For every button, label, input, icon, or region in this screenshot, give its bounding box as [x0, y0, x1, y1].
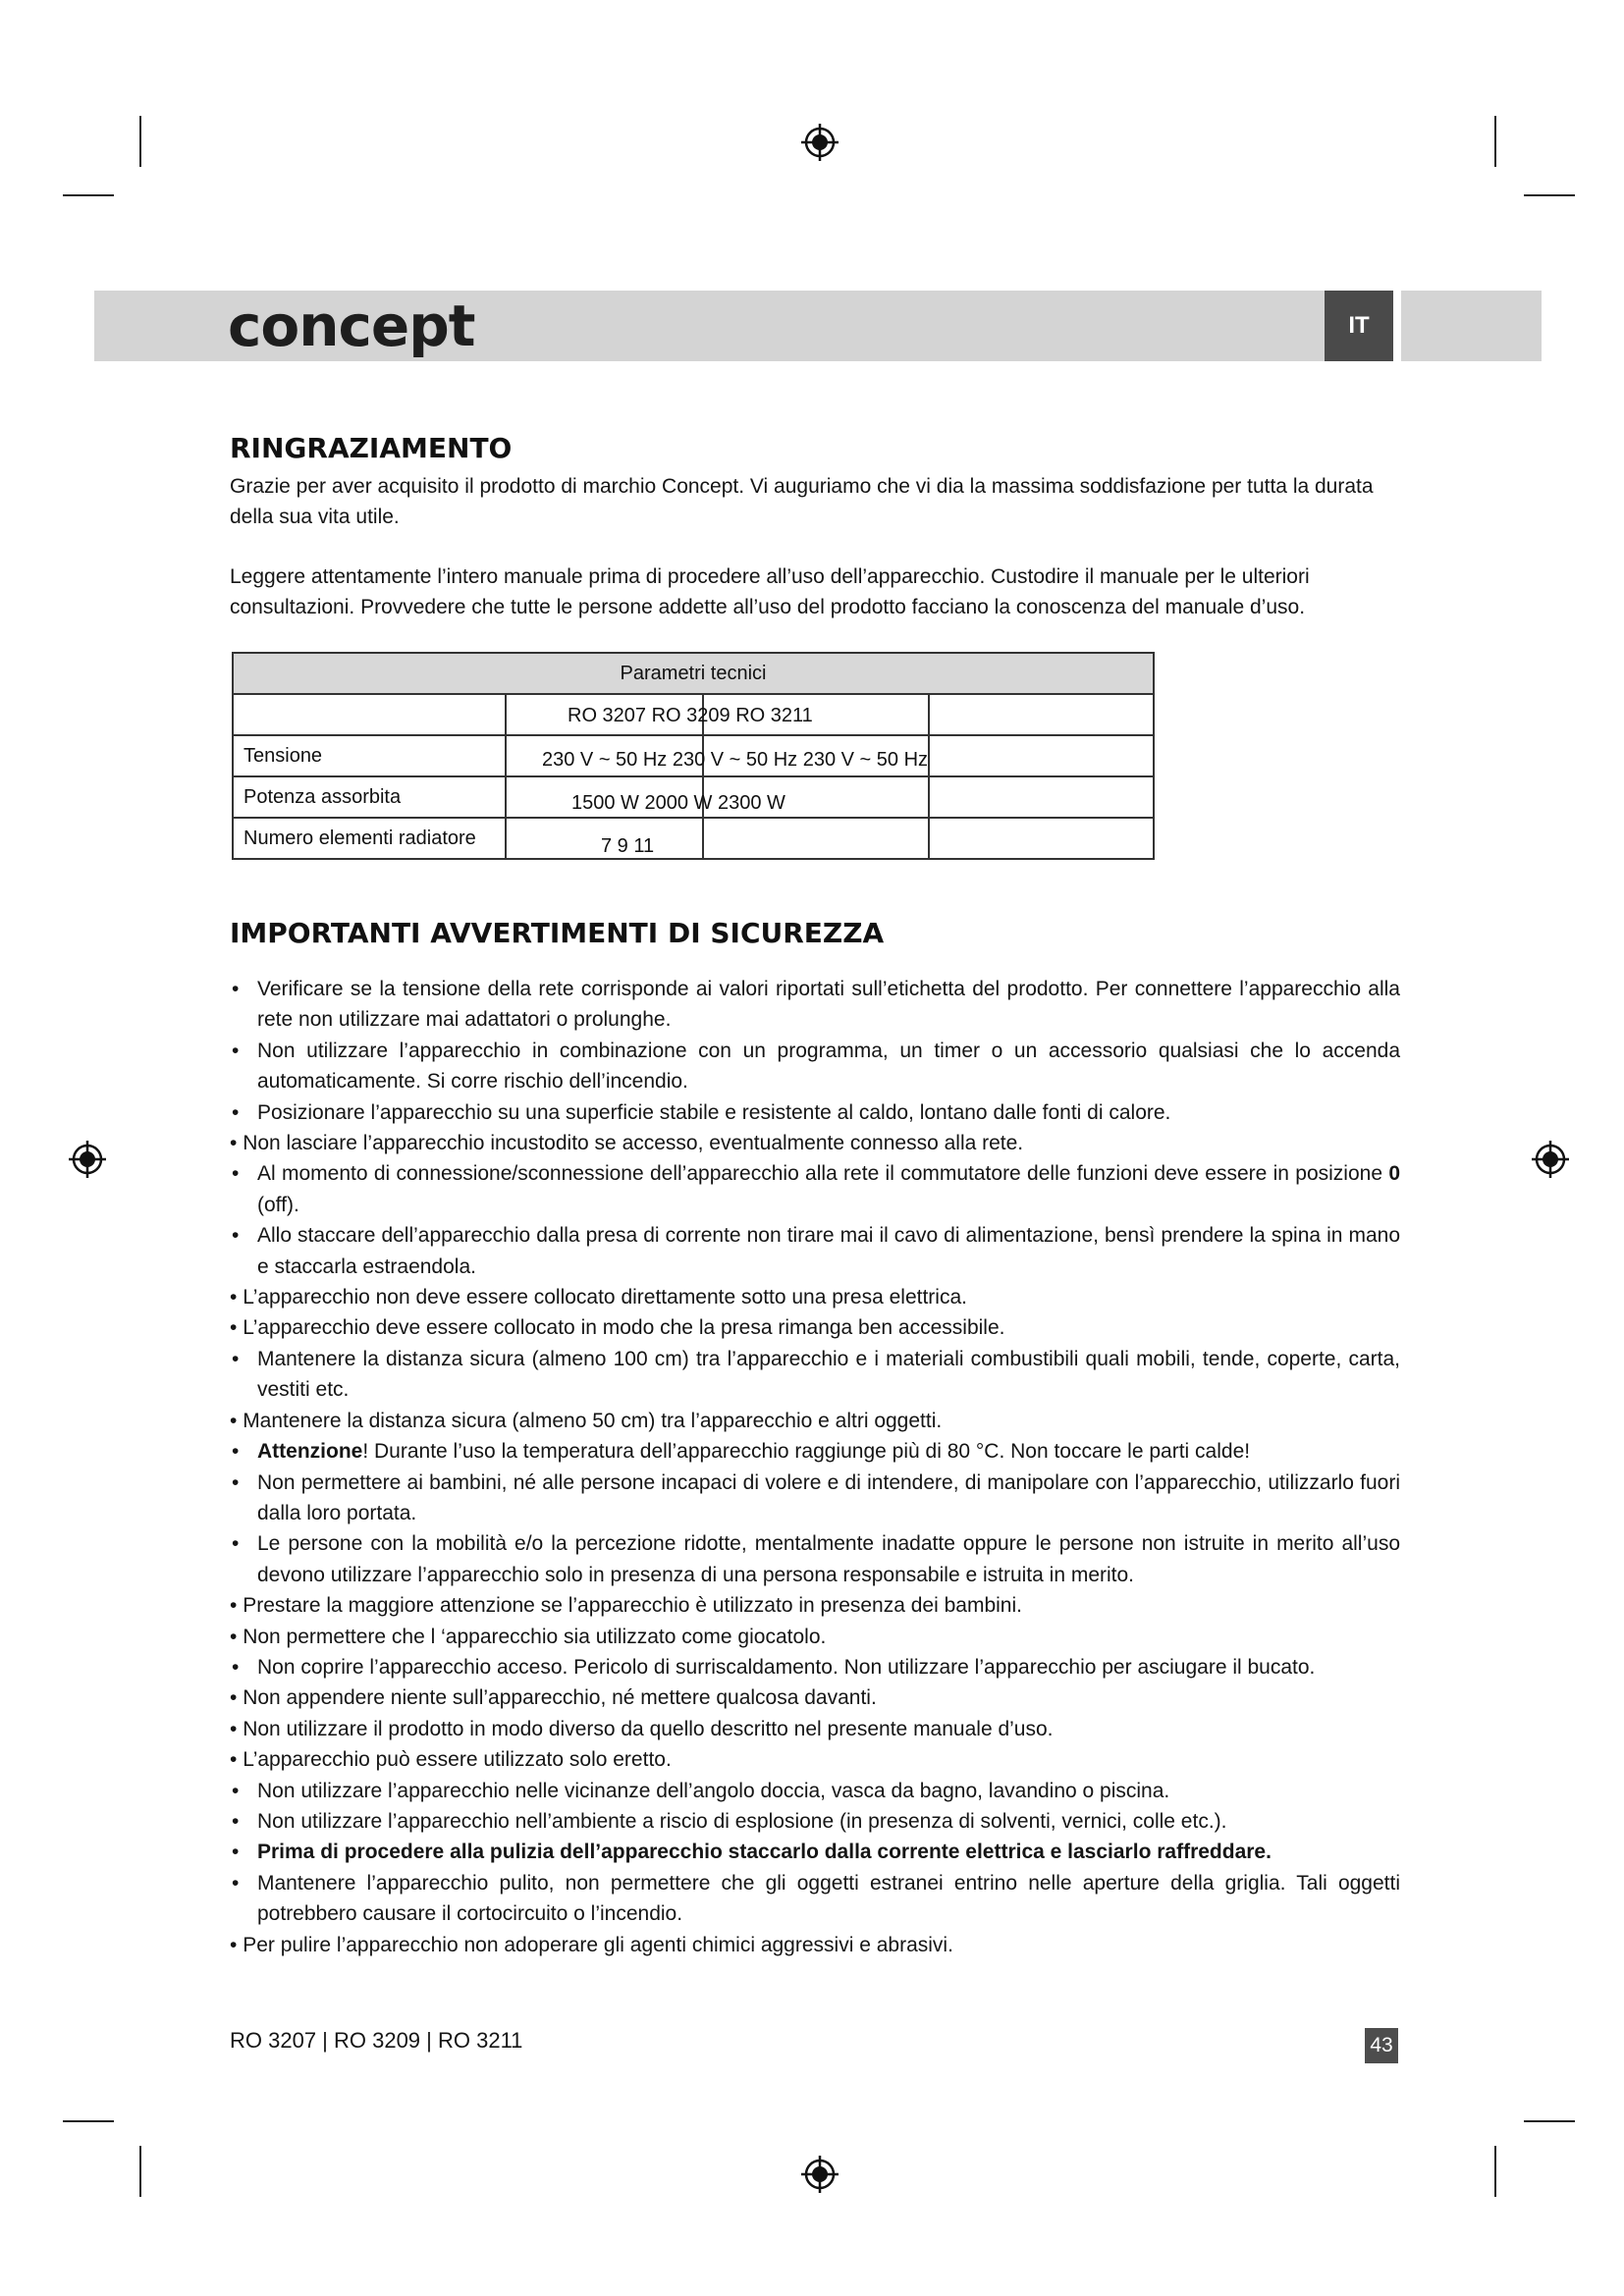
attention-label: Attenzione	[257, 1440, 363, 1464]
list-item: • Le persone con la mobilità e/o la percezione ridotte, mentalmente inadatte oppure le persone non istruite in merito all’uso devono utilizzare l’apparecchio solo in presenza di una persona responsabile e istruita in merito.	[230, 1528, 1400, 1590]
section-title-ringraziamento: RINGRAZIAMENTO	[230, 432, 513, 464]
list-item: • Prestare la maggiore attenzione se l’apparecchio è utilizzato in presenza dei bambini.	[230, 1590, 1400, 1621]
list-item: • L’apparecchio può essere utilizzato solo eretto.	[230, 1744, 1400, 1775]
intro-paragraph-1: Grazie per aver acquisito il prodotto di marchio Concept. Vi auguriamo che vi dia la massima soddisfazione per tutta la durata della sua vita utile.	[230, 475, 1374, 528]
position-zero: 0	[1388, 1162, 1400, 1186]
table-models: RO 3207 RO 3209 RO 3211	[568, 705, 813, 726]
crop-mark	[63, 2120, 114, 2122]
table-title: Parametri tecnici	[233, 653, 1154, 694]
table-header-row	[233, 653, 1154, 694]
list-item-text: Al momento di connessione/sconnessione dell’apparecchio alla rete il commutatore delle funzioni deve essere in posizione	[257, 1162, 1389, 1186]
section-title-sicurezza: IMPORTANTI AVVERTIMENTI DI SICUREZZA	[230, 917, 885, 949]
list-item-bold: Prima di procedere alla pulizia dell’apparecchio staccarlo dalla corrente elettrica e lasciarlo raffreddare.	[257, 1841, 1272, 1864]
page-number: 43	[1365, 2028, 1398, 2063]
list-item	[230, 1158, 1400, 1220]
list-item: • Non permettere che l ‘apparecchio sia utilizzato come giocatolo.	[230, 1622, 1400, 1652]
list-item: • Non permettere ai bambini, né alle persone incapaci di volere e di intendere, di manipolare con l’apparecchio, utilizzarlo fuori dalla loro portata.	[230, 1468, 1400, 1529]
crop-mark	[1494, 2146, 1496, 2197]
list-item: • Verificare se la tensione della rete corrisponde ai valori riportati sull’etichetta del prodotto. Per connettere l’apparecchio alla rete non utilizzare mai adattatori o prolunghe.	[230, 974, 1400, 1036]
list-item: • Allo staccare dell’apparecchio dalla presa di corrente non tirare mai il cavo di alimentazione, bensì prendere la spina in mano e staccarla estraendola.	[230, 1220, 1400, 1282]
list-item: • Non utilizzare l’apparecchio in combinazione con un programma, un timer o un accessorio qualsiasi che lo accenda automaticamente. Si corre rischio dell’incendio.	[230, 1036, 1400, 1097]
crop-mark	[1494, 116, 1496, 167]
list-item: • Mantenere l’apparecchio pulito, non permettere che gli oggetti estranei entrino nelle aperture della griglia. Tali oggetti potrebbero causare il cortocircuito o l’incendio.	[230, 1868, 1400, 1930]
safety-list	[230, 974, 1400, 1960]
intro-paragraph-2: Leggere attentamente l’intero manuale prima di procedere all’uso dell’apparecchio. Custodire il manuale per le ulteriori consultazioni. Provvedere che tutte le persone addette all’uso del prodotto facciano la conoscenza del manuale d’uso.	[230, 565, 1310, 618]
list-item: • Per pulire l’apparecchio non adoperare gli agenti chimici aggressivi e abrasivi.	[230, 1930, 1400, 1960]
crop-mark	[63, 194, 114, 196]
table-row-label: Tensione	[233, 735, 506, 776]
list-item: • Non coprire l’apparecchio acceso. Pericolo di surriscaldamento. Non utilizzare l’apparecchio per asciugare il bucato.	[230, 1652, 1400, 1682]
brand-logo: concept	[228, 293, 475, 359]
crop-mark	[1524, 2120, 1575, 2122]
list-item: • Mantenere la distanza sicura (almeno 100 cm) tra l’apparecchio e i materiali combustibili quali mobili, tende, coperte, carta, vestiti etc.	[230, 1344, 1400, 1406]
list-item	[230, 1837, 1400, 1867]
table-row	[233, 818, 1154, 859]
registration-mark-icon	[799, 122, 840, 163]
list-item: • Mantenere la distanza sicura (almeno 50 cm) tra l’apparecchio e altri oggetti.	[230, 1406, 1400, 1436]
list-item: • Non appendere niente sull’apparecchio, né mettere qualcosa davanti.	[230, 1682, 1400, 1713]
table-row-label: Numero elementi radiatore	[233, 818, 506, 859]
list-item: • Non lasciare l’apparecchio incustodito se accesso, eventualmente connesso alla rete.	[230, 1128, 1400, 1158]
registration-mark-icon	[1530, 1139, 1571, 1180]
list-item-text: (off).	[257, 1193, 299, 1216]
crop-mark	[139, 116, 141, 167]
table-row-label: Potenza assorbita	[233, 776, 506, 818]
table-value-tensione: 230 V ~ 50 Hz 230 V ~ 50 Hz 230 V ~ 50 Hz	[542, 749, 929, 771]
list-item: • Non utilizzare l’apparecchio nell’ambiente a riscio di esplosione (in presenza di solventi, vernici, colle etc.).	[230, 1806, 1400, 1837]
footer-models: RO 3207 | RO 3209 | RO 3211	[230, 2028, 523, 2053]
list-item: • L’apparecchio deve essere collocato in modo che la presa rimanga ben accessibile.	[230, 1312, 1400, 1343]
band-divider	[1393, 291, 1401, 361]
list-item-text: ! Durante l’uso la temperatura dell’apparecchio raggiunge più di 80 °C. Non toccare le parti calde!	[362, 1440, 1251, 1464]
crop-mark	[1524, 194, 1575, 196]
table-value-elementi: 7 9 11	[601, 835, 655, 857]
list-item: • Posizionare l’apparecchio su una superficie stabile e resistente al caldo, lontano dalle fonti di calore.	[230, 1097, 1400, 1128]
list-item: • Non utilizzare il prodotto in modo diverso da quello descritto nel presente manuale d’uso.	[230, 1714, 1400, 1744]
list-item: • L’apparecchio non deve essere collocato direttamente sotto una presa elettrica.	[230, 1282, 1400, 1312]
list-item: • Non utilizzare l’apparecchio nelle vicinanze dell’angolo doccia, vasca da bagno, lavandino o piscina.	[230, 1776, 1400, 1806]
language-tab: IT	[1325, 291, 1393, 361]
list-item	[230, 1436, 1400, 1467]
table-value-potenza: 1500 W 2000 W 2300 W	[571, 792, 785, 814]
registration-mark-icon	[67, 1139, 108, 1180]
registration-mark-icon	[799, 2154, 840, 2195]
crop-mark	[139, 2146, 141, 2197]
